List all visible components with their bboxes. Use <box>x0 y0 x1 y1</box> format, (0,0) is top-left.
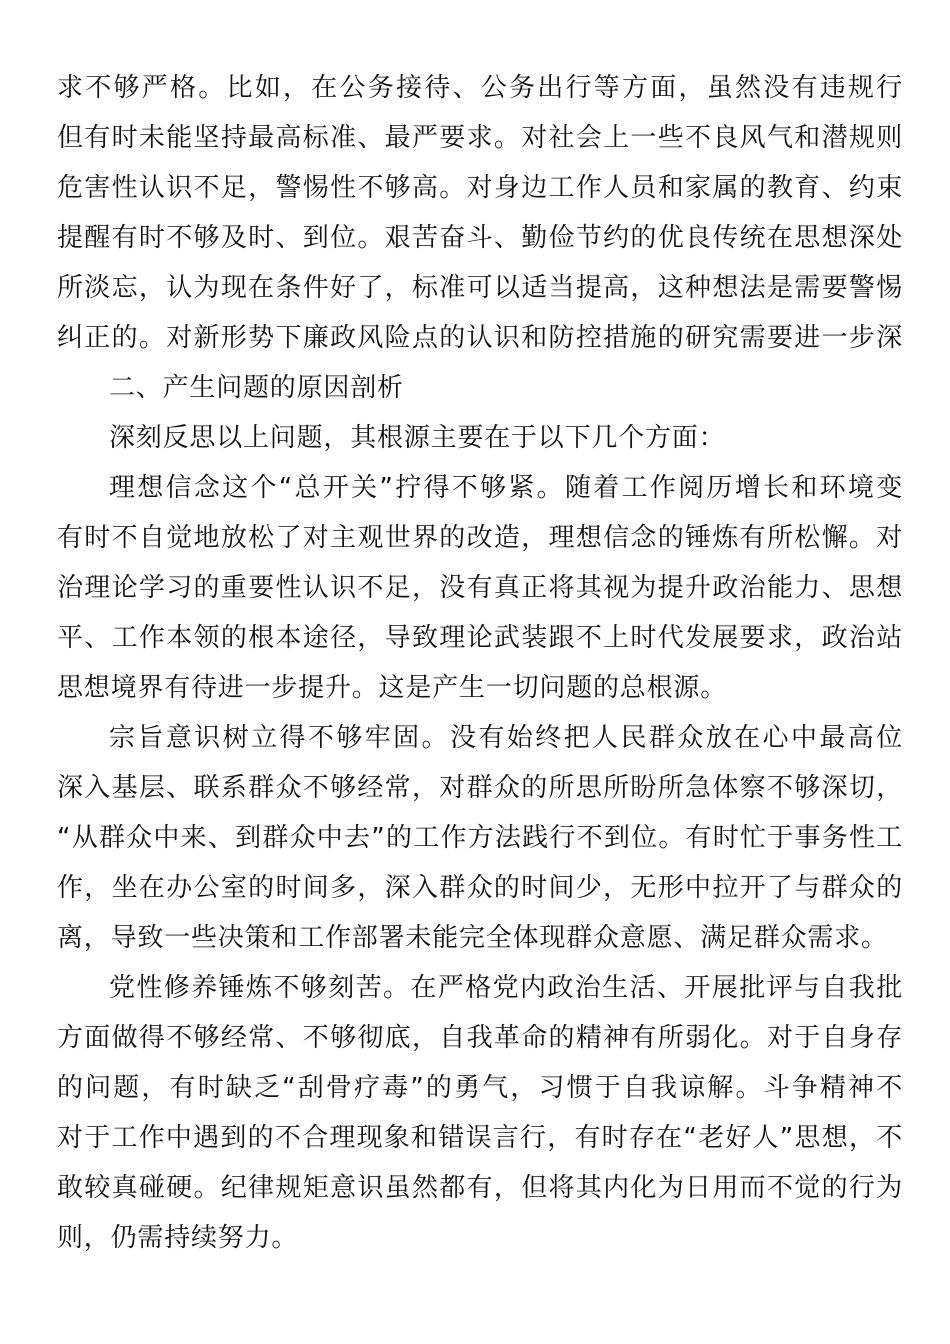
text-line: 敢较真碰硬。纪律规矩意识虽然都有，但将其内化为日用而不觉的行为 <box>57 1173 903 1203</box>
text-line: “从群众中来、到群众中去”的工作方法践行不到位。有时忙于事务性工 <box>57 823 903 853</box>
text-line: 党性修养锤炼不够刻苦。在严格党内政治生活、开展批评与自我批 <box>109 973 903 1003</box>
text-line: 的问题，有时缺乏“刮骨疗毒”的勇气，习惯于自我谅解。斗争精神不 <box>57 1073 903 1103</box>
text-line: 思想境界有待进一步提升。这是产生一切问题的总根源。 <box>57 673 728 703</box>
text-line: 危害性认识不足，警惕性不够高。对身边工作人员和家属的教育、约束 <box>57 173 903 203</box>
text-line: 求不够严格。比如，在公务接待、公务出行等方面，虽然没有违规行 <box>57 73 903 103</box>
text-line: 深入基层、联系群众不够经常，对群众的所思所盼所急体察不够深切， <box>57 773 903 803</box>
text-line: 则，仍需持续努力。 <box>57 1223 299 1253</box>
text-line: 离，导致一些决策和工作部署未能完全体现群众意愿、满足群众需求。 <box>57 923 888 953</box>
text-line: 理想信念这个“总开关”拧得不够紧。随着工作阅历增长和环境变 <box>109 473 903 503</box>
text-line: 作，坐在办公室的时间多，深入群众的时间少，无形中拉开了与群众的 <box>57 873 903 903</box>
text-line: 提醒有时不够及时、到位。艰苦奋斗、勤俭节约的优良传统在思想深处 <box>57 223 903 253</box>
text-line: 有时不自觉地放松了对主观世界的改造，理想信念的锤炼有所松懈。对 <box>57 523 903 553</box>
text-line: 纠正的。对新形势下廉政风险点的认识和防控措施的研究需要进一步深 <box>57 323 903 353</box>
text-line: 宗旨意识树立得不够牢固。没有始终把人民群众放在心中最高位 <box>109 723 903 753</box>
text-line: 但有时未能坚持最高标准、最严要求。对社会上一些不良风气和潜规则 <box>57 123 903 153</box>
text-line: 治理论学习的重要性认识不足，没有真正将其视为提升政治能力、思想 <box>57 573 903 603</box>
section-heading: 二、产生问题的原因剖析 <box>109 373 404 403</box>
text-line: 方面做得不够经常、不够彻底，自我革命的精神有所弱化。对于自身存 <box>57 1023 903 1053</box>
text-line: 深刻反思以上问题，其根源主要在于以下几个方面： <box>109 423 726 453</box>
text-line: 平、工作本领的根本途径，导致理论武装跟不上时代发展要求，政治站 <box>57 623 903 653</box>
text-line: 对于工作中遇到的不合理现象和错误言行，有时存在“老好人”思想，不 <box>57 1123 903 1153</box>
text-line: 所淡忘，认为现在条件好了，标准可以适当提高，这种想法是需要警惕 <box>57 273 903 303</box>
